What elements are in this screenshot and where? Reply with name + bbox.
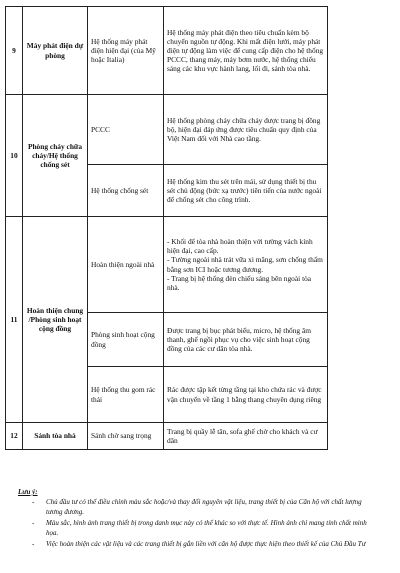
system-cell: Hệ thống chống sét: [88, 165, 164, 217]
system-cell: Hệ thống thu gom rác thải: [88, 367, 164, 423]
table-row: [6, 95, 328, 165]
description-cell: [164, 217, 328, 313]
description-cell: Hệ thống kim thu sét trên mái, sử dụng thiết bị thu sét chủ động (bức xạ trước) tiên tiến của nước ngoài để chống sét cho công trình.: [164, 165, 328, 217]
note-item: - Việc hoàn thiện các vật liệu và các trang thiết bị gắn liền với căn hộ được thực hiện theo thiết kế của Chủ Đầu Tư: [46, 540, 378, 549]
row-number: 10: [6, 95, 23, 217]
description-line: - Tường ngoài nhà trát vữa xi măng, sơn chống thấm bằng sơn ICI hoặc tương đương.: [167, 255, 323, 274]
table-row: [6, 7, 328, 95]
category-cell: Hoàn thiện chung /Phòng sinh hoạt cộng đồng: [23, 217, 88, 423]
row-number: 9: [6, 7, 23, 95]
description-cell: Trang bị quầy lễ tân, sofa ghế chờ cho khách và cư dân: [164, 423, 328, 450]
row-number: 11: [6, 217, 23, 423]
system-cell: Sảnh chờ sang trọng: [88, 423, 164, 450]
table-row: [6, 217, 328, 313]
note-item: - Chủ đầu tư có thể điều chỉnh màu sắc hoặc/và thay đổi nguyên vật liệu, trang thiết bị của Căn hộ với chất lượng tương đương.: [46, 498, 378, 517]
description-cell: Được trang bị bục phát biểu, micro, hệ thống âm thanh, ghế ngồi phục vụ cho việc sinh hoạt cộng đồng của các cư dân tòa nhà.: [164, 313, 328, 367]
description-line: - Trang bị hệ thống đèn chiếu sáng bên ngoài tòa nhà.: [167, 273, 312, 292]
description-cell: Rác được tập kết từng tầng tại kho chứa rác và được vận chuyển về tầng 1 bằng thang chuyên dụng riêng: [164, 367, 328, 423]
description-cell: Hệ thống phòng cháy chữa cháy được trang bị đồng bộ, hiện đại đáp ứng được tiêu chuẩn quy định của Việt Nam đối với Nhà cao tầng.: [164, 95, 328, 165]
description-line: - Khối đế tòa nhà hoàn thiện với tường vách kính hiện đại, cao cấp.: [167, 237, 313, 256]
system-cell: Hệ thống máy phát điện hiện đại (của Mỹ hoặc Italia): [88, 7, 164, 95]
category-cell: Phòng cháy chữa cháy/Hệ thống chống sét: [23, 95, 88, 217]
category-cell: Sảnh tòa nhà: [23, 423, 88, 450]
notes-list: [18, 498, 378, 549]
notes-section: [18, 488, 378, 551]
system-cell: Hoàn thiện ngoài nhà: [88, 217, 164, 313]
specification-table: [5, 6, 328, 450]
row-number: 12: [6, 423, 23, 450]
system-cell: Phòng sinh hoạt cộng đồng: [88, 313, 164, 367]
note-item: - Màu sắc, hình ảnh trang thiết bị trong danh mục này có thể khác so với thực tế. Hình ảnh chỉ mang tính chất minh họa.: [46, 519, 378, 538]
description-cell: Hệ thống máy phát điện theo tiêu chuẩn kèm bộ chuyển nguồn tự động. Khi mất điện lưới, máy phát điện tự động làm việc để cung cấp điện cho hệ thống PCCC, thang máy, máy bơm nước, hệ thống chiếu sáng các khu vực hành lang, lối đi, sảnh tòa nhà.: [164, 7, 328, 95]
system-cell: PCCC: [88, 95, 164, 165]
notes-title: Lưu ý:: [18, 488, 38, 496]
table-row: [6, 423, 328, 450]
category-cell: Máy phát điện dự phòng: [23, 7, 88, 95]
